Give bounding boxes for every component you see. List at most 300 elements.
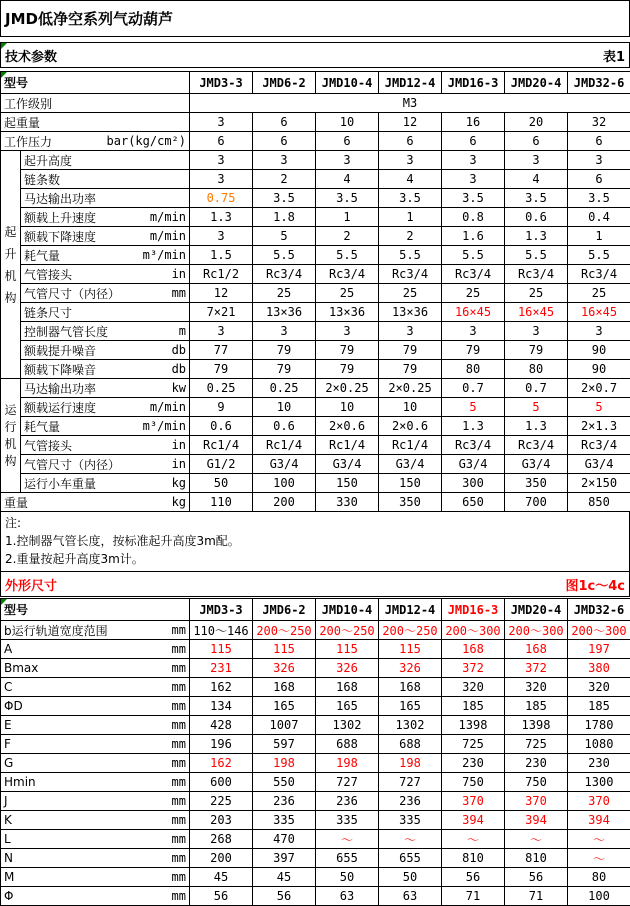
spec-row-unit: kw (172, 381, 186, 395)
spec-cell: 90 (568, 360, 630, 379)
spec-cell: 335 (253, 811, 316, 830)
spec-row-unit: m/min (150, 400, 186, 414)
spec-cell: 200～300 (568, 621, 630, 640)
spec-cell: 3.5 (253, 189, 316, 208)
spec-row-label (1, 830, 190, 849)
spec-cell: 5.5 (505, 246, 568, 265)
spec-cell: 80 (568, 868, 630, 887)
mechanism-group-char: 行 (4, 421, 16, 433)
spec-cell: 203 (190, 811, 253, 830)
spec-cell: 2×1.3 (568, 417, 630, 436)
spec-cell: 3 (190, 170, 253, 189)
spec-cell: 168 (505, 640, 568, 659)
spec-row-label-text: 起重量 (4, 114, 40, 131)
spec-cell: 10 (379, 398, 442, 417)
spec-row-label-text: Bmax (4, 661, 38, 675)
spec-cell: G3/4 (568, 455, 630, 474)
spec-row-label-text: 控制器气管长度 (24, 323, 108, 340)
spec-row-label (21, 227, 190, 246)
spec-cell: 268 (190, 830, 253, 849)
spec-row-label (1, 621, 190, 640)
spec-cell: Rc3/4 (253, 265, 316, 284)
spec-cell: 150 (379, 474, 442, 493)
spec-cell: 810 (505, 849, 568, 868)
spec-cell: 6 (442, 132, 505, 151)
spec-row-label-text: 额载下降噪音 (24, 361, 96, 378)
spec-row-label-text: L (4, 832, 11, 846)
spec-row-label-text: 马达输出功率 (24, 190, 96, 207)
model-header-cell: JMD10-4 (316, 72, 379, 94)
spec-cell: 231 (190, 659, 253, 678)
spec-row-label (21, 151, 190, 170)
spec-cell: G3/4 (505, 455, 568, 474)
spec-cell: 79 (253, 360, 316, 379)
spec-cell: 168 (253, 678, 316, 697)
page-title: JMD低净空系列气动葫芦 (5, 8, 173, 29)
spec-cell: Rc1/4 (253, 436, 316, 455)
document-title-box (0, 0, 630, 37)
spec-cell: 6 (190, 132, 253, 151)
spec-cell: 50 (316, 868, 379, 887)
spec-cell: 10 (253, 398, 316, 417)
mechanism-group-label (1, 151, 21, 379)
spec-cell: 79 (442, 341, 505, 360)
spec-row-label (1, 773, 190, 792)
spec-row-unit: db (172, 362, 186, 376)
spec-row-label-text: 气管接头 (24, 266, 72, 283)
spec-cell: 3.5 (568, 189, 630, 208)
spec-cell: 165 (379, 697, 442, 716)
spec-cell: 3.5 (379, 189, 442, 208)
spec-cell: ～ (568, 849, 630, 868)
spec-cell: 1398 (505, 716, 568, 735)
spec-row-label (21, 379, 190, 398)
spec-cell: ～ (442, 830, 505, 849)
spec-row-unit: mm (172, 813, 186, 827)
spec-cell: 350 (379, 493, 442, 512)
spec-row-unit: m/min (150, 229, 186, 243)
spec-cell: 230 (568, 754, 630, 773)
spec-cell: 165 (316, 697, 379, 716)
spec-cell: 79 (190, 360, 253, 379)
spec-row-label (1, 640, 190, 659)
spec-cell: 0.6 (190, 417, 253, 436)
spec-cell: 335 (379, 811, 442, 830)
model-header-cell: JMD3-3 (190, 599, 253, 621)
spec-row-label-text: E (4, 718, 12, 732)
model-header-cell: JMD6-2 (253, 599, 316, 621)
spec-cell: 134 (190, 697, 253, 716)
spec-cell: 100 (568, 887, 630, 906)
spec-row-label-text: 运行小车重量 (24, 475, 96, 492)
spec-row-label-text: 额载下降速度 (24, 228, 96, 245)
spec-cell: 236 (379, 792, 442, 811)
spec-row-label-text: 链条数 (24, 171, 60, 188)
spec-row-unit: mm (172, 889, 186, 903)
spec-cell: 45 (190, 868, 253, 887)
spec-row-unit: kg (172, 476, 186, 490)
spec-cell: 0.7 (442, 379, 505, 398)
spec-cell: 2 (316, 227, 379, 246)
spec-cell: Rc1/4 (316, 436, 379, 455)
spec-row-label-text: 气管尺寸（内径） (24, 456, 120, 473)
spec-cell: Rc3/4 (442, 436, 505, 455)
spec-cell: 372 (442, 659, 505, 678)
spec-cell: 110 (190, 493, 253, 512)
notes-section (0, 511, 630, 572)
model-header-cell: JMD16-3 (442, 599, 505, 621)
spec-cell: 79 (505, 341, 568, 360)
spec-cell: 200～250 (316, 621, 379, 640)
spec-cell: 3 (505, 151, 568, 170)
notes-title: 注: (5, 514, 629, 532)
spec-row-label-text: 气管接头 (24, 437, 72, 454)
spec-row-label (1, 132, 190, 151)
spec-cell: 2×150 (568, 474, 630, 493)
spec-row-label (21, 417, 190, 436)
spec-row-label (1, 113, 190, 132)
spec-row-label-text: 气管尺寸（内径） (24, 285, 120, 302)
spec-row-unit: mm (172, 775, 186, 789)
spec-cell: 63 (379, 887, 442, 906)
model-header-cell: JMD32-6 (568, 599, 630, 621)
spec-row-unit: db (172, 343, 186, 357)
spec-cell: 236 (253, 792, 316, 811)
spec-row-unit: mm (172, 794, 186, 808)
spec-cell: 16×45 (505, 303, 568, 322)
spec-cell: 3 (505, 322, 568, 341)
spec-cell: 165 (253, 697, 316, 716)
cell-corner-marker-icon (1, 43, 7, 49)
spec-cell: 230 (442, 754, 505, 773)
spec-cell: 3 (316, 322, 379, 341)
spec-row-unit: in (172, 438, 186, 452)
spec-row-label (21, 341, 190, 360)
spec-row-label (1, 716, 190, 735)
spec-cell: 470 (253, 830, 316, 849)
spec-cell: 79 (379, 341, 442, 360)
spec-cell: ～ (316, 830, 379, 849)
spec-cell: 335 (316, 811, 379, 830)
spec-row-unit: mm (172, 870, 186, 884)
spec-cell: 370 (442, 792, 505, 811)
spec-row-label (1, 792, 190, 811)
spec-cell: 370 (568, 792, 630, 811)
spec-cell: 725 (442, 735, 505, 754)
spec-cell: 688 (379, 735, 442, 754)
spec-row-label-text: 耗气量 (24, 418, 60, 435)
spec-cell: G3/4 (253, 455, 316, 474)
spec-cell: 1080 (568, 735, 630, 754)
spec-row-label-text: 额载上升速度 (24, 209, 96, 226)
spec-cell: ～ (379, 830, 442, 849)
spec-cell: 2 (379, 227, 442, 246)
spec-cell: 1007 (253, 716, 316, 735)
spec-cell: 80 (505, 360, 568, 379)
mechanism-group-char: 起 (4, 226, 16, 238)
spec-cell: 7×21 (190, 303, 253, 322)
spec-row-unit: mm (172, 623, 186, 637)
spec-cell: 1.3 (505, 417, 568, 436)
spec-cell: 80 (442, 360, 505, 379)
spec-cell: 13×36 (253, 303, 316, 322)
spec-cell: 428 (190, 716, 253, 735)
spec-cell: 397 (253, 849, 316, 868)
spec-row-unit: mm (172, 286, 186, 300)
spec-cell: 350 (505, 474, 568, 493)
spec-cell: 320 (442, 678, 505, 697)
spec-cell: 320 (505, 678, 568, 697)
spec-cell: 300 (442, 474, 505, 493)
spec-row-label (1, 849, 190, 868)
spec-row-unit: mm (172, 699, 186, 713)
spec-row-label (1, 697, 190, 716)
spec-cell: 3 (379, 151, 442, 170)
mechanism-group-char: 构 (4, 292, 16, 304)
spec-row-label (1, 94, 190, 113)
spec-cell: 32 (568, 113, 630, 132)
spec-cell: 5.5 (568, 246, 630, 265)
model-header-cell: JMD6-2 (253, 72, 316, 94)
technical-parameters-table (0, 71, 630, 512)
spec-cell: 115 (379, 640, 442, 659)
section1-table-ref: 表1 (603, 46, 625, 65)
spec-cell: 727 (316, 773, 379, 792)
mechanism-group-label (1, 379, 21, 493)
spec-cell: 2×0.25 (379, 379, 442, 398)
spec-cell: 0.7 (505, 379, 568, 398)
spec-cell: 16×45 (568, 303, 630, 322)
spec-row-label-text: 额载提升噪音 (24, 342, 96, 359)
spec-cell: 10 (316, 113, 379, 132)
spec-row-unit: mm (172, 661, 186, 675)
spec-cell: 1.8 (253, 208, 316, 227)
model-header-cell: JMD10-4 (316, 599, 379, 621)
section1-heading: 技术参数 (5, 46, 57, 65)
spec-cell: 6 (379, 132, 442, 151)
spec-cell: 1.3 (190, 208, 253, 227)
spec-row-label (1, 868, 190, 887)
spec-cell: 79 (379, 360, 442, 379)
spec-cell: 700 (505, 493, 568, 512)
spec-cell: 1.5 (190, 246, 253, 265)
spec-cell: 326 (316, 659, 379, 678)
spec-cell: 3 (379, 322, 442, 341)
spec-cell: 230 (505, 754, 568, 773)
spec-row-label-text: 工作压力 (4, 133, 52, 150)
spec-cell: 6 (568, 170, 630, 189)
spec-cell: 90 (568, 341, 630, 360)
spec-cell: 1.3 (505, 227, 568, 246)
spec-row-label (21, 189, 190, 208)
spec-cell: 110～146 (190, 621, 253, 640)
spec-cell: 56 (505, 868, 568, 887)
spec-cell: 12 (379, 113, 442, 132)
spec-row-label-text: 重量 (4, 494, 28, 511)
spec-row-unit: m (179, 324, 186, 338)
spec-row-label (21, 398, 190, 417)
model-header-cell: JMD20-4 (505, 72, 568, 94)
section2-figure-ref: 图1c～4c (565, 575, 625, 594)
spec-cell: 3.5 (442, 189, 505, 208)
spec-cell: 200～300 (442, 621, 505, 640)
spec-cell: 380 (568, 659, 630, 678)
spec-cell: G3/4 (442, 455, 505, 474)
spec-cell: 5 (568, 398, 630, 417)
spec-cell: 100 (253, 474, 316, 493)
spec-cell: 372 (505, 659, 568, 678)
spec-row-label (21, 265, 190, 284)
spec-cell: 185 (505, 697, 568, 716)
cell-corner-marker-icon (1, 72, 7, 78)
spec-row-label-text: ΦD (4, 699, 23, 713)
spec-cell: 3 (190, 322, 253, 341)
spec-cell: 185 (568, 697, 630, 716)
spec-cell: 1300 (568, 773, 630, 792)
spec-cell: Rc3/4 (568, 265, 630, 284)
model-row-label-text: 型号 (4, 601, 28, 618)
spec-row-unit: mm (172, 737, 186, 751)
note-line: 1.控制器气管长度，按标准起升高度3m配。 (5, 532, 629, 550)
section2-heading: 外形尺寸 (5, 575, 57, 594)
spec-cell: 20 (505, 113, 568, 132)
spec-cell: 0.75 (190, 189, 253, 208)
spec-cell: 25 (505, 284, 568, 303)
spec-cell: 25 (316, 284, 379, 303)
model-header-cell: JMD12-4 (379, 599, 442, 621)
spec-row-unit: mm (172, 642, 186, 656)
spec-cell: 79 (316, 360, 379, 379)
spec-cell: Rc3/4 (505, 265, 568, 284)
spec-cell: 200～300 (505, 621, 568, 640)
spec-row-label (21, 208, 190, 227)
spec-row-label (21, 170, 190, 189)
model-header-cell: JMD20-4 (505, 599, 568, 621)
spec-cell: 3 (253, 151, 316, 170)
spec-cell: 650 (442, 493, 505, 512)
spec-cell: 810 (442, 849, 505, 868)
spec-row-label-text: 马达输出功率 (24, 380, 96, 397)
spec-cell: 3.5 (316, 189, 379, 208)
spec-cell: 550 (253, 773, 316, 792)
spec-row-label-text: Φ (4, 889, 13, 903)
spec-row-label (1, 887, 190, 906)
spec-cell: 0.6 (505, 208, 568, 227)
spec-row-label-text: F (4, 737, 11, 751)
spec-cell: Rc3/4 (379, 265, 442, 284)
spec-cell: 750 (505, 773, 568, 792)
spec-cell: Rc3/4 (316, 265, 379, 284)
spec-cell: 2×0.25 (316, 379, 379, 398)
spec-cell: 200 (190, 849, 253, 868)
mechanism-group-char: 机 (4, 438, 16, 450)
spec-row-label-text: 链条尺寸 (24, 304, 72, 321)
spec-row-unit: m³/min (143, 248, 186, 262)
spec-cell: 688 (316, 735, 379, 754)
spec-cell: 115 (190, 640, 253, 659)
spec-cell: 5.5 (442, 246, 505, 265)
spec-row-label-text: A (4, 642, 12, 656)
spec-row-label-text: b运行轨道宽度范围 (4, 622, 108, 639)
spec-cell: 4 (379, 170, 442, 189)
spec-row-label-text: M (4, 870, 14, 884)
spec-cell: G3/4 (316, 455, 379, 474)
spec-cell: 0.4 (568, 208, 630, 227)
spec-cell: 6 (253, 132, 316, 151)
spec-row-unit: mm (172, 756, 186, 770)
spec-cell: 3 (190, 151, 253, 170)
mechanism-group-char: 构 (4, 455, 16, 467)
spec-cell: 1780 (568, 716, 630, 735)
spec-cell: 2 (253, 170, 316, 189)
spec-cell: 5 (505, 398, 568, 417)
spec-cell: 370 (505, 792, 568, 811)
spec-cell: 727 (379, 773, 442, 792)
spec-cell: 0.25 (253, 379, 316, 398)
spec-row-unit: mm (172, 718, 186, 732)
spec-cell: 13×36 (316, 303, 379, 322)
technical-parameters-table-container (0, 71, 630, 512)
spec-cell: 6 (253, 113, 316, 132)
spec-cell: 56 (442, 868, 505, 887)
spec-cell: 5 (442, 398, 505, 417)
spec-cell: 3 (316, 151, 379, 170)
spec-cell: 25 (379, 284, 442, 303)
spec-cell: 3 (568, 151, 630, 170)
cell-corner-marker-icon (1, 599, 7, 605)
spec-row-unit: m/min (150, 210, 186, 224)
spec-row-unit: mm (172, 832, 186, 846)
spec-cell: 2×0.7 (568, 379, 630, 398)
spec-row-label (21, 360, 190, 379)
spec-cell: 196 (190, 735, 253, 754)
spec-cell: 326 (253, 659, 316, 678)
spec-cell: 3.5 (505, 189, 568, 208)
spec-cell: 1 (316, 208, 379, 227)
spec-cell: 5.5 (316, 246, 379, 265)
model-header-cell: JMD32-6 (568, 72, 630, 94)
spec-cell: 79 (316, 341, 379, 360)
spec-row-unit: in (172, 457, 186, 471)
spec-cell: G1/2 (190, 455, 253, 474)
spec-row-label (1, 811, 190, 830)
spec-cell: 1398 (442, 716, 505, 735)
spec-cell: 5.5 (253, 246, 316, 265)
spec-cell: 25 (253, 284, 316, 303)
spec-row-label-text: K (4, 813, 12, 827)
spec-cell: 9 (190, 398, 253, 417)
spec-cell: 162 (190, 678, 253, 697)
spec-row-label (21, 284, 190, 303)
spec-cell: 168 (379, 678, 442, 697)
spec-row-label (21, 322, 190, 341)
spec-cell: 56 (253, 887, 316, 906)
spec-cell: 0.25 (190, 379, 253, 398)
spec-cell: 394 (568, 811, 630, 830)
spec-cell: 168 (316, 678, 379, 697)
spec-cell: 13×36 (379, 303, 442, 322)
spec-cell: 850 (568, 493, 630, 512)
spec-cell: 6 (316, 132, 379, 151)
spec-cell: 3 (442, 170, 505, 189)
spec-row-label-text: 工作级别 (4, 95, 52, 112)
mechanism-group-char: 运 (4, 404, 16, 416)
dimensions-table (0, 598, 630, 906)
spec-cell: 0.8 (442, 208, 505, 227)
spec-cell: 2×0.6 (316, 417, 379, 436)
spec-cell: 71 (505, 887, 568, 906)
spec-cell: 1 (379, 208, 442, 227)
